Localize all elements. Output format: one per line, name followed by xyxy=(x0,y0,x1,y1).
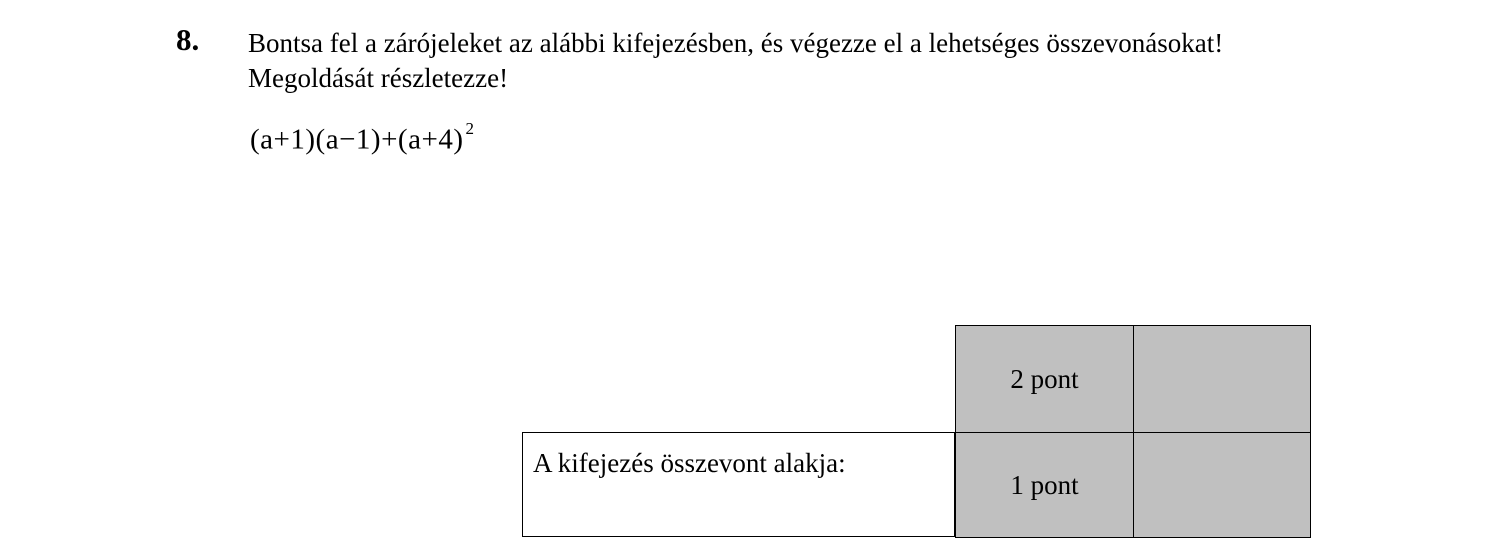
score-earned-cell-1[interactable] xyxy=(1133,325,1311,433)
score-earned-cell-2[interactable] xyxy=(1133,432,1311,538)
problem-instruction xyxy=(248,26,1368,96)
problem-number: 8. xyxy=(176,22,200,57)
points-label-1: 2 pont xyxy=(1010,363,1079,394)
score-points-cell-2 xyxy=(955,432,1134,538)
expression-base: (a+1)(a−1)+(a+4) xyxy=(250,123,464,156)
answer-box[interactable] xyxy=(522,432,955,537)
score-points-cell-1 xyxy=(955,325,1134,433)
instruction-line-1: Bontsa fel a zárójeleket az alábbi kifejezésben, és végezze el a lehetséges összevonásokat! xyxy=(248,28,1224,58)
instruction-line-2: Megoldását részletezze! xyxy=(248,63,509,93)
score-table xyxy=(955,325,1311,538)
math-expression xyxy=(250,113,474,160)
points-label-2: 1 pont xyxy=(1010,469,1079,500)
expression-exponent: 2 xyxy=(465,119,475,138)
answer-label: A kifejezés összevont alakja: xyxy=(533,448,846,478)
